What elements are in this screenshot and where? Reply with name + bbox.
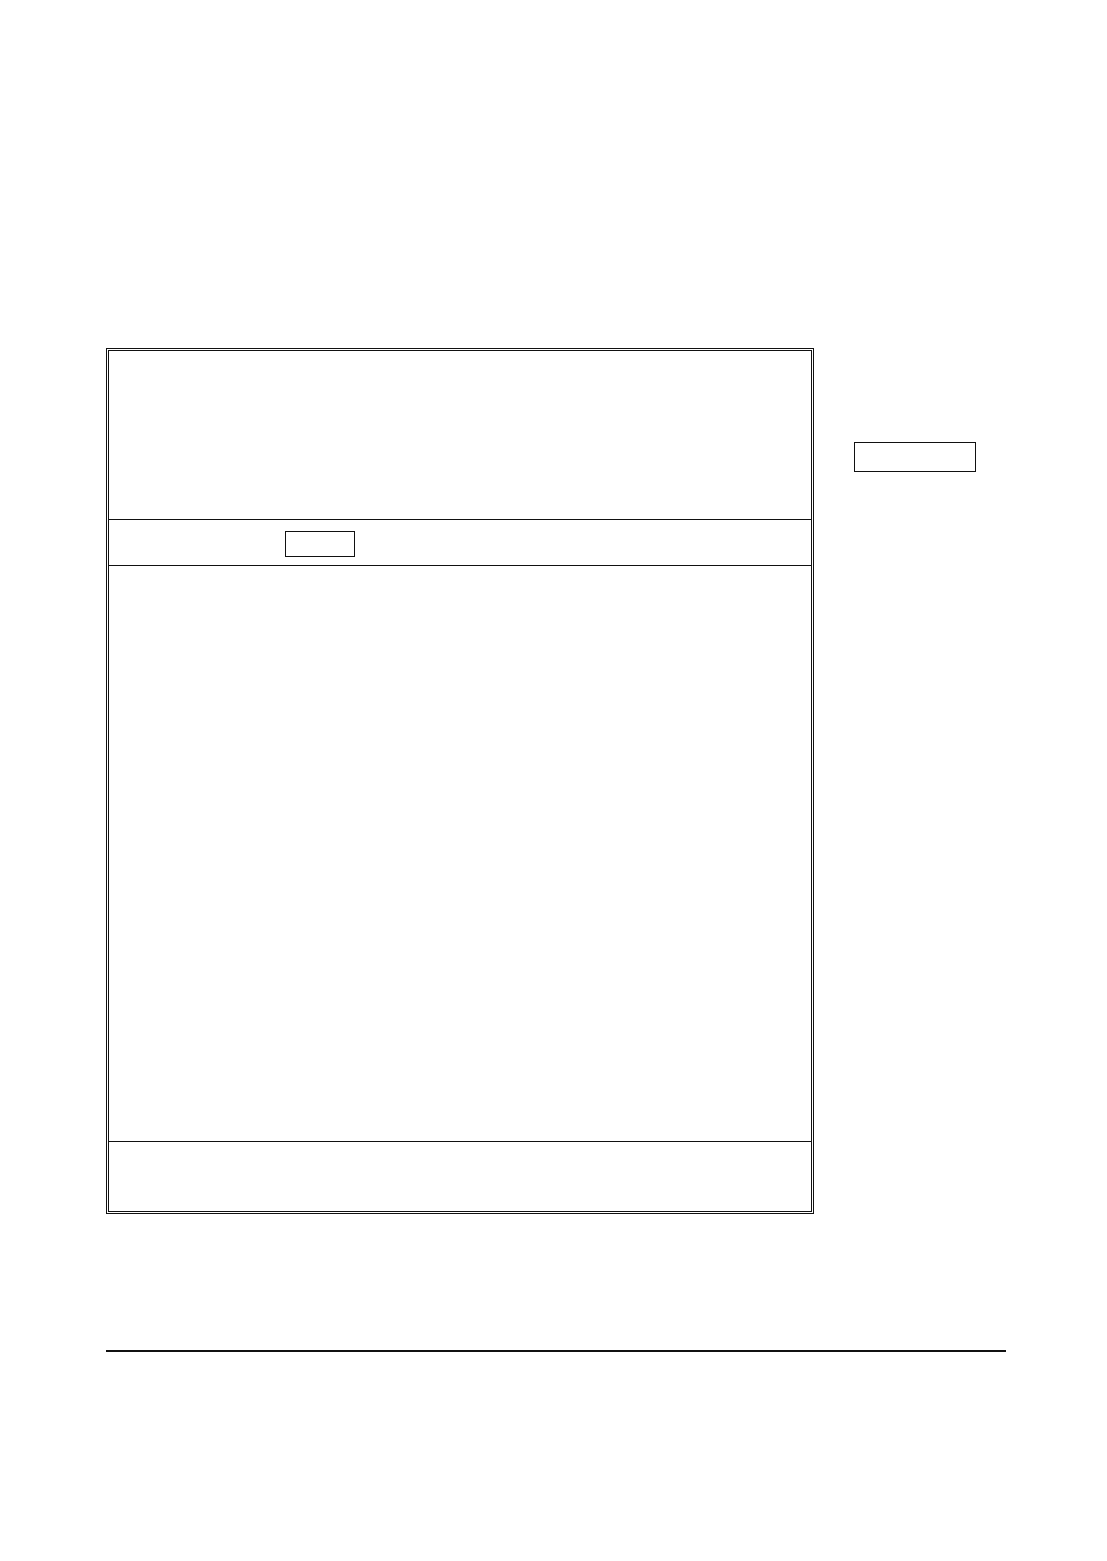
- text-line: [106, 1478, 1006, 1504]
- text-line: [822, 994, 1008, 1020]
- footnotes: [106, 1358, 1006, 1508]
- text-line: [119, 573, 801, 601]
- text-line: [822, 484, 1008, 510]
- text-line: [106, 1278, 1006, 1304]
- text-line: [106, 100, 1006, 126]
- text-line: [119, 989, 801, 1017]
- text-line: [119, 605, 801, 633]
- text-line: [106, 310, 1006, 336]
- text-line: [119, 1053, 801, 1081]
- text-line: [822, 904, 1008, 930]
- matn-side-column: [822, 348, 1008, 1208]
- text-line: [119, 669, 801, 697]
- text-line: [106, 250, 1006, 276]
- text-line: [822, 634, 1008, 660]
- text-line: [106, 160, 1006, 186]
- text-line: [822, 784, 1008, 810]
- text-line: [119, 429, 801, 457]
- top-commentary: [106, 70, 1006, 350]
- fasl-heading: [854, 442, 976, 472]
- text-line: [822, 1084, 1008, 1110]
- dars-label: [285, 531, 355, 557]
- text-line: [822, 964, 1008, 990]
- text-line: [822, 574, 1008, 600]
- section-title: [415, 532, 635, 556]
- text-line: [106, 1214, 1006, 1240]
- text-line: [822, 724, 1008, 750]
- text-line: [106, 190, 1006, 216]
- frame-top-text: [119, 357, 801, 512]
- text-line: [822, 514, 1008, 540]
- text-line: [119, 925, 801, 953]
- text-line: [106, 1418, 1006, 1444]
- text-line: [822, 1114, 1008, 1140]
- text-line: [106, 1448, 1006, 1474]
- text-line: [822, 378, 1008, 404]
- text-line: [106, 70, 1006, 96]
- text-line: [822, 814, 1008, 840]
- text-line: [106, 280, 1006, 306]
- text-line: [106, 1246, 1006, 1272]
- text-line: [822, 1054, 1008, 1080]
- bottom-commentary: [106, 1214, 1006, 1344]
- text-line: [822, 348, 1008, 374]
- frame-main-text: [119, 573, 801, 1133]
- text-line: [822, 754, 1008, 780]
- text-line: [822, 934, 1008, 960]
- text-line: [119, 957, 801, 985]
- text-line: [119, 637, 801, 665]
- text-line: [119, 465, 801, 493]
- text-line: [822, 874, 1008, 900]
- divider: [109, 1141, 811, 1142]
- divider: [109, 565, 811, 566]
- text-line: [119, 1085, 801, 1113]
- text-line: [119, 797, 801, 825]
- text-line: [119, 1169, 801, 1191]
- text-line: [106, 130, 1006, 156]
- text-line: [822, 1144, 1008, 1170]
- divider: [109, 519, 811, 520]
- text-line: [822, 844, 1008, 870]
- text-line: [119, 829, 801, 857]
- text-line: [119, 1191, 801, 1213]
- footnote-rule: [106, 1350, 1006, 1352]
- text-line: [106, 1358, 1006, 1384]
- hashiya-frame: [106, 348, 814, 1214]
- text-line: [119, 733, 801, 761]
- text-line: [119, 1021, 801, 1049]
- text-line: [822, 1174, 1008, 1200]
- text-line: [119, 357, 801, 385]
- text-line: [106, 1310, 1006, 1336]
- frame-notes: [119, 1147, 801, 1207]
- text-line: [119, 861, 801, 889]
- text-line: [106, 220, 1006, 246]
- text-line: [119, 701, 801, 729]
- section-heading: [109, 527, 811, 561]
- text-line: [822, 694, 1008, 720]
- text-line: [822, 544, 1008, 570]
- text-line: [822, 1024, 1008, 1050]
- text-line: [106, 1388, 1006, 1414]
- text-line: [119, 765, 801, 793]
- text-line: [822, 664, 1008, 690]
- text-line: [119, 893, 801, 921]
- text-line: [822, 604, 1008, 630]
- text-line: [119, 393, 801, 421]
- text-line: [822, 408, 1008, 434]
- text-line: [119, 1147, 801, 1169]
